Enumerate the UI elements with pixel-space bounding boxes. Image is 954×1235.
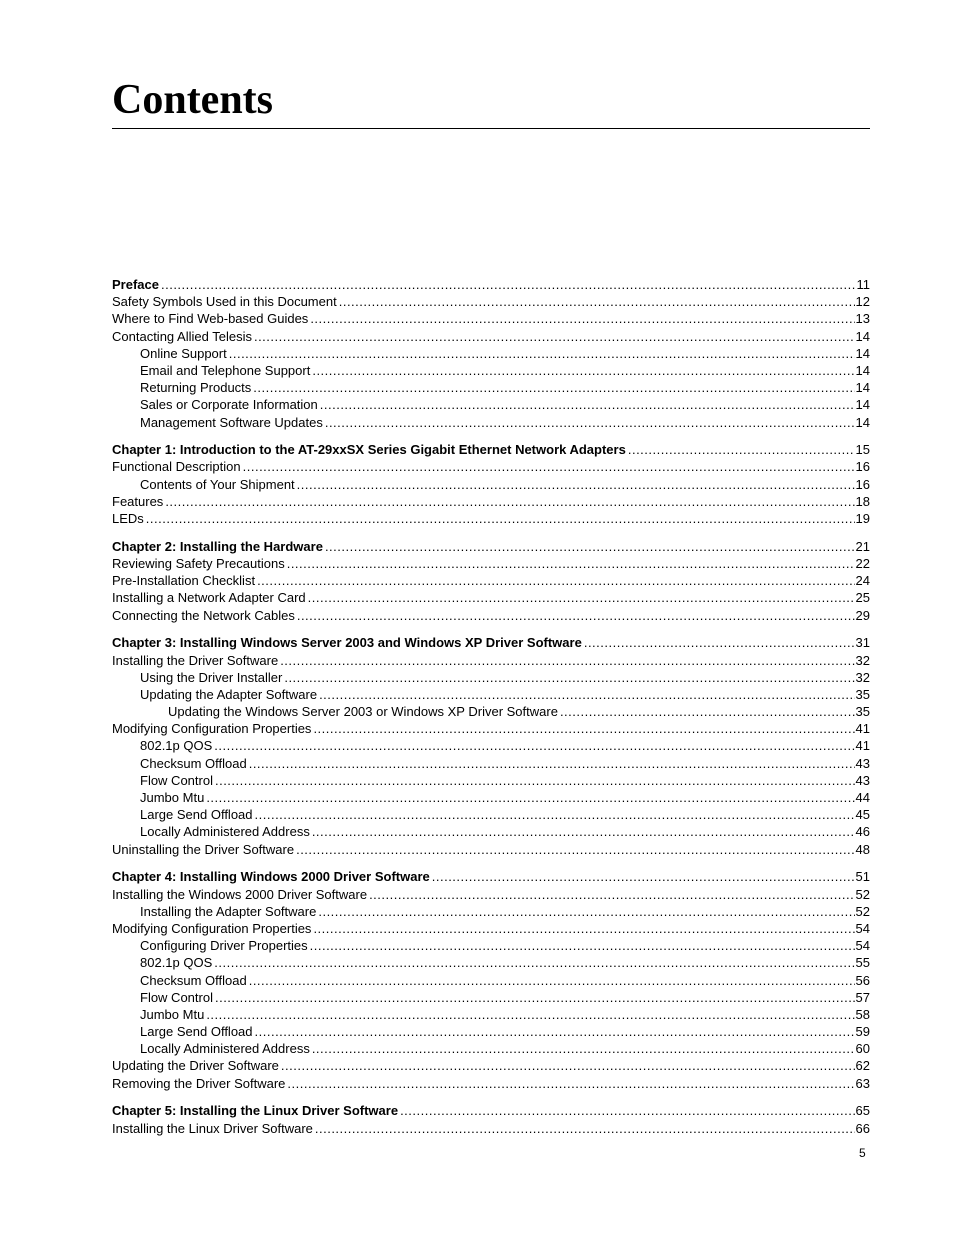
toc-entry-page: 25 — [855, 590, 870, 606]
toc-entry[interactable] — [112, 720, 870, 737]
toc-chapter-entry[interactable] — [112, 538, 870, 555]
dot-leader — [243, 458, 855, 475]
toc-entry[interactable] — [112, 1075, 870, 1092]
toc-entry-label: Uninstalling the Driver Software — [112, 841, 295, 857]
toc-entry-page: 58 — [855, 1006, 870, 1022]
toc-entry-page: 16 — [855, 459, 870, 475]
toc-entry-label: Functional Description — [112, 459, 241, 475]
toc-entry-label: Contents of Your Shipment — [140, 476, 295, 492]
toc-entry-label: Installing a Network Adapter Card — [112, 590, 306, 606]
toc-entry-label: Online Support — [140, 345, 227, 361]
toc-entry-page: 56 — [855, 972, 870, 988]
toc-entry-page: 15 — [855, 442, 870, 458]
toc-chapter-entry[interactable] — [112, 276, 870, 293]
toc-entry-page: 51 — [855, 869, 870, 885]
dot-leader — [560, 703, 855, 720]
toc-entry-page: 35 — [855, 704, 870, 720]
toc-entry[interactable] — [112, 823, 870, 840]
toc-entry[interactable] — [112, 1120, 870, 1137]
toc-entry-page: 57 — [855, 989, 870, 1005]
toc-entry-page: 60 — [855, 1041, 870, 1057]
dot-leader — [297, 607, 855, 624]
toc-entry[interactable] — [112, 476, 870, 493]
dot-leader — [214, 737, 854, 754]
dot-leader — [206, 1006, 854, 1023]
toc-chapter-entry[interactable] — [112, 1102, 870, 1119]
toc-entry-label: Installing the Windows 2000 Driver Software — [112, 886, 368, 902]
toc-entry-label: LEDs — [112, 511, 144, 527]
title-rule — [112, 128, 870, 129]
toc-entry-page: 32 — [855, 652, 870, 668]
toc-entry-label: Installing the Driver Software — [112, 652, 279, 668]
toc-entry-label: Updating the Driver Software — [112, 1058, 279, 1074]
toc-entry-page: 44 — [855, 790, 870, 806]
toc-chapter-entry[interactable] — [112, 441, 870, 458]
toc-entry[interactable] — [112, 954, 870, 971]
toc-entry-label: Large Send Offload — [140, 807, 253, 823]
toc-entry-page: 41 — [855, 721, 870, 737]
dot-leader — [287, 1075, 854, 1092]
toc-entry[interactable] — [112, 1040, 870, 1057]
dot-leader — [229, 345, 855, 362]
dot-leader — [312, 362, 854, 379]
dot-leader — [318, 903, 854, 920]
toc-entry[interactable] — [112, 920, 870, 937]
toc-entry-label: Checksum Offload — [140, 972, 247, 988]
dot-leader — [249, 755, 855, 772]
dot-leader — [255, 806, 855, 823]
toc-entry-page: 16 — [855, 476, 870, 492]
toc-entry-page: 63 — [855, 1075, 870, 1091]
toc-chapter-entry[interactable] — [112, 634, 870, 651]
dot-leader — [313, 720, 854, 737]
toc-entry-page: 22 — [855, 556, 870, 571]
toc-entry-label: Large Send Offload — [140, 1024, 253, 1040]
toc-entry-label: Updating the Windows Server 2003 or Windows XP Driver Software — [168, 704, 558, 720]
toc-entry[interactable] — [112, 989, 870, 1006]
toc-entry[interactable] — [112, 607, 870, 624]
dot-leader — [296, 841, 854, 858]
toc-entry-page: 54 — [855, 920, 870, 936]
toc-entry[interactable] — [112, 493, 870, 510]
toc-entry[interactable] — [112, 345, 870, 362]
toc-entry[interactable] — [112, 886, 870, 903]
toc-entry-page: 46 — [855, 824, 870, 840]
toc-entry-page: 12 — [855, 294, 870, 310]
dot-leader — [584, 634, 855, 651]
toc-entry[interactable] — [112, 937, 870, 954]
dot-leader — [253, 379, 854, 396]
toc-entry-label: Jumbo Mtu — [140, 1006, 205, 1022]
toc-entry[interactable] — [112, 903, 870, 920]
toc-entry[interactable] — [112, 789, 870, 806]
toc-entry-page: 43 — [855, 772, 870, 788]
toc-entry-page: 35 — [855, 686, 870, 702]
toc-entry[interactable] — [112, 669, 870, 686]
toc-entry-label: Modifying Configuration Properties — [112, 721, 312, 737]
toc-entry-label: Jumbo Mtu — [140, 790, 205, 806]
toc-entry[interactable] — [112, 703, 870, 720]
toc-entry[interactable] — [112, 293, 870, 310]
toc-entry[interactable] — [112, 328, 870, 345]
dot-leader — [161, 276, 856, 293]
toc-entry-page: 14 — [855, 397, 870, 413]
dot-leader — [325, 538, 855, 555]
toc-entry-label: Checksum Offload — [140, 755, 247, 771]
toc-entry[interactable] — [112, 1006, 870, 1023]
toc-entry-page: 19 — [855, 511, 870, 527]
dot-leader — [215, 772, 855, 789]
toc-entry-label: Flow Control — [140, 989, 213, 1005]
dot-leader — [320, 396, 855, 413]
dot-leader — [206, 789, 854, 806]
dot-leader — [369, 886, 854, 903]
toc-entry-label: Returning Products — [140, 380, 252, 396]
toc-entry[interactable] — [112, 1023, 870, 1040]
toc-entry-page: 62 — [855, 1058, 870, 1074]
toc-chapter-entry[interactable] — [112, 868, 870, 885]
toc-entry[interactable] — [112, 362, 870, 379]
toc-entry-label: Chapter 4: Installing Windows 2000 Driver Software — [112, 869, 430, 885]
dot-leader — [313, 920, 854, 937]
toc-entry[interactable] — [112, 772, 870, 789]
toc-entry-page: 45 — [855, 807, 870, 823]
toc-entry-label: Flow Control — [140, 772, 213, 788]
dot-leader — [257, 572, 854, 589]
toc-entry-label: Management Software Updates — [140, 414, 323, 430]
toc-entry-page: 18 — [855, 493, 870, 509]
toc-entry-label: Email and Telephone Support — [140, 362, 311, 378]
toc-entry-page: 52 — [855, 903, 870, 919]
toc-entry-page: 14 — [855, 345, 870, 361]
toc-entry-label: Chapter 5: Installing the Linux Driver Software — [112, 1103, 399, 1119]
toc-entry-label: Connecting the Network Cables — [112, 607, 295, 623]
toc-entry-label: Safety Symbols Used in this Document — [112, 294, 337, 310]
toc-entry-label: Preface — [112, 277, 159, 292]
toc-entry-label: Features — [112, 493, 164, 509]
toc-entry-label: Chapter 2: Installing the Hardware — [112, 538, 323, 554]
toc-entry-page: 31 — [855, 635, 870, 651]
toc-entry-page: 14 — [855, 380, 870, 396]
toc-entry-page: 24 — [855, 573, 870, 589]
toc-entry-label: Pre-Installation Checklist — [112, 573, 256, 589]
toc-entry[interactable] — [112, 652, 870, 669]
dot-leader — [628, 441, 855, 458]
toc-entry-page: 41 — [855, 738, 870, 754]
toc-entry[interactable] — [112, 737, 870, 754]
toc-entry-label: Sales or Corporate Information — [140, 397, 318, 413]
toc-entry-page: 55 — [855, 955, 870, 971]
toc-entry-page: 43 — [855, 755, 870, 771]
toc-entry[interactable] — [112, 310, 870, 327]
toc-entry-page: 54 — [855, 938, 870, 954]
toc-entry-label: Installing the Adapter Software — [140, 903, 317, 919]
toc-entry-label: Reviewing Safety Precautions — [112, 556, 285, 571]
page-title: Contents — [112, 77, 274, 123]
dot-leader — [281, 1057, 855, 1074]
dot-leader — [215, 989, 855, 1006]
toc-entry-page: 65 — [855, 1103, 870, 1119]
dot-leader — [310, 310, 854, 327]
toc-entry-label: Modifying Configuration Properties — [112, 920, 312, 936]
dot-leader — [284, 669, 854, 686]
toc-entry-page: 29 — [855, 607, 870, 623]
toc-entry[interactable] — [112, 555, 870, 572]
toc-entry-label: Configuring Driver Properties — [140, 938, 308, 954]
toc-entry[interactable] — [112, 414, 870, 431]
dot-leader — [255, 1023, 855, 1040]
dot-leader — [325, 414, 855, 431]
dot-leader — [315, 1120, 855, 1137]
toc-entry[interactable] — [112, 841, 870, 858]
toc-entry-page: 11 — [856, 277, 870, 292]
dot-leader — [312, 823, 855, 840]
toc-entry[interactable] — [112, 396, 870, 413]
page-number: 5 — [859, 1146, 866, 1160]
toc-entry-label: Updating the Adapter Software — [140, 686, 318, 702]
dot-leader — [319, 686, 854, 703]
toc-entry-page: 48 — [855, 841, 870, 857]
dot-leader — [432, 868, 855, 885]
dot-leader — [400, 1102, 854, 1119]
toc-entry-label: 802.1p QOS — [140, 738, 213, 754]
toc-entry[interactable] — [112, 972, 870, 989]
toc-entry[interactable] — [112, 1057, 870, 1074]
toc-entry[interactable] — [112, 379, 870, 396]
toc-entry-label: Locally Administered Address — [140, 1041, 310, 1057]
toc-entry[interactable] — [112, 686, 870, 703]
dot-leader — [254, 328, 855, 345]
table-of-contents — [112, 276, 870, 1137]
dot-leader — [287, 555, 855, 572]
toc-entry-label: Using the Driver Installer — [140, 669, 283, 685]
toc-entry-label: Removing the Driver Software — [112, 1075, 286, 1091]
toc-entry-page: 52 — [855, 886, 870, 902]
toc-entry-label: Chapter 1: Introduction to the AT-29xxSX Series Gigabit Ethernet Network Adapters — [112, 442, 626, 458]
toc-entry[interactable] — [112, 755, 870, 772]
dot-leader — [297, 476, 855, 493]
toc-entry-page: 21 — [855, 538, 870, 554]
toc-entry[interactable] — [112, 572, 870, 589]
toc-entry-label: Locally Administered Address — [140, 824, 310, 840]
toc-entry[interactable] — [112, 510, 870, 527]
toc-entry-page: 14 — [855, 328, 870, 344]
toc-entry-label: Chapter 3: Installing Windows Server 2003 and Windows XP Driver Software — [112, 635, 582, 651]
dot-leader — [249, 972, 855, 989]
toc-entry[interactable] — [112, 589, 870, 606]
dot-leader — [280, 652, 854, 669]
toc-entry-label: Contacting Allied Telesis — [112, 328, 252, 344]
toc-entry[interactable] — [112, 806, 870, 823]
toc-entry-label: Installing the Linux Driver Software — [112, 1120, 313, 1136]
toc-entry-page: 59 — [855, 1024, 870, 1040]
toc-entry-page: 14 — [855, 362, 870, 378]
dot-leader — [165, 493, 854, 510]
dot-leader — [214, 954, 854, 971]
toc-entry[interactable] — [112, 458, 870, 475]
toc-entry-page: 13 — [855, 311, 870, 327]
dot-leader — [146, 510, 855, 527]
dot-leader — [312, 1040, 855, 1057]
toc-entry-page: 66 — [855, 1120, 870, 1136]
toc-entry-page: 32 — [855, 669, 870, 685]
toc-entry-page: 14 — [855, 414, 870, 430]
dot-leader — [339, 293, 855, 310]
toc-entry-label: 802.1p QOS — [140, 955, 213, 971]
dot-leader — [308, 589, 855, 606]
dot-leader — [310, 937, 855, 954]
toc-entry-label: Where to Find Web-based Guides — [112, 311, 309, 327]
